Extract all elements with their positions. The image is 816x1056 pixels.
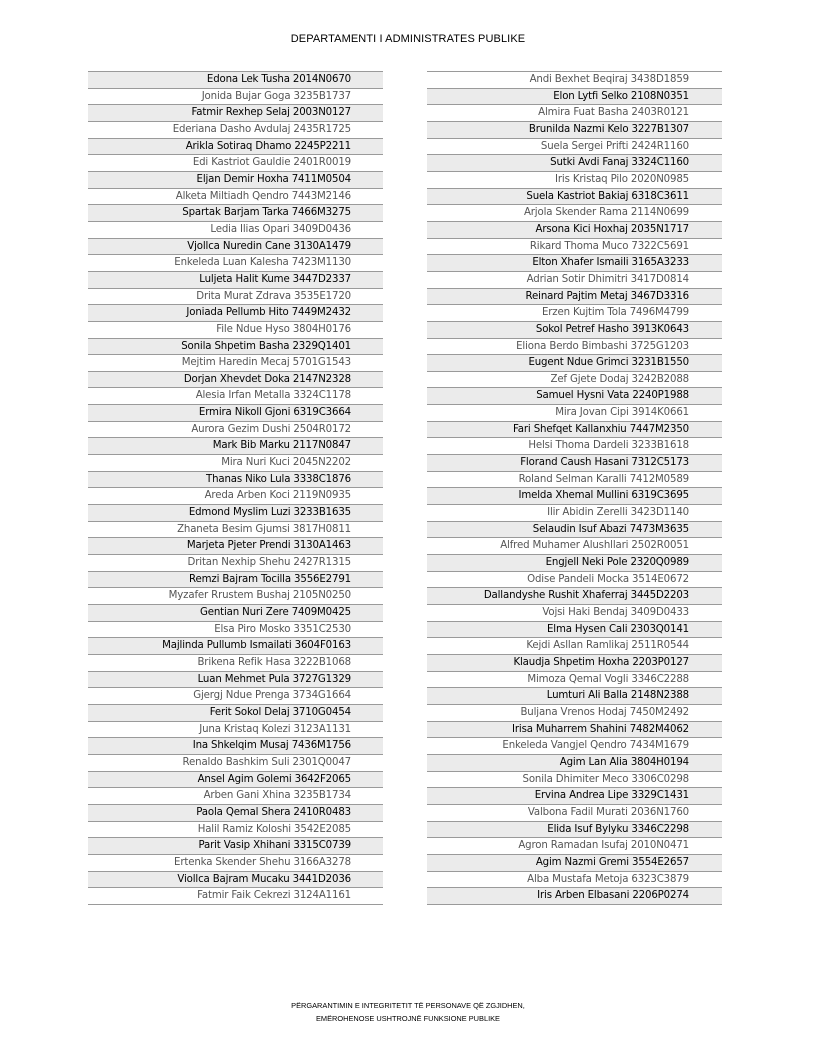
- list-item: Sonila Shpetim Basha 2329Q1401: [88, 339, 383, 356]
- list-item: Irisa Muharrem Shahini 7482M4062: [427, 722, 722, 739]
- left-name-list: [88, 71, 383, 905]
- list-item: Edmond Myslim Luzi 3233B1635: [88, 505, 383, 522]
- list-item: Eliona Berdo Bimbashi 3725G1203: [427, 339, 722, 356]
- list-item: Fatmir Rexhep Selaj 2003N0127: [88, 105, 383, 122]
- list-item: Samuel Hysni Vata 2240P1988: [427, 388, 722, 405]
- list-item: Vjollca Nuredin Cane 3130A1479: [88, 239, 383, 256]
- list-item: Ina Shkelqim Musaj 7436M1756: [88, 738, 383, 755]
- list-item: Helsi Thoma Dardeli 3233B1618: [427, 438, 722, 455]
- list-item: Areda Arben Koci 2119N0935: [88, 488, 383, 505]
- list-item: Arsona Kici Hoxhaj 2035N1717: [427, 222, 722, 239]
- list-item: Adrian Sotir Dhimitri 3417D0814: [427, 272, 722, 289]
- list-item: Sonila Dhimiter Meco 3306C0298: [427, 772, 722, 789]
- list-item: Luljeta Halit Kume 3447D2337: [88, 272, 383, 289]
- list-item: Elida Isuf Bylyku 3346C2298: [427, 822, 722, 839]
- list-item: Zef Gjete Dodaj 3242B2088: [427, 372, 722, 389]
- list-item: Ervina Andrea Lipe 3329C1431: [427, 788, 722, 805]
- list-item: Erzen Kujtim Tola 7496M4799: [427, 305, 722, 322]
- right-name-list: [427, 71, 722, 905]
- list-item: Mira Jovan Cipi 3914K0661: [427, 405, 722, 422]
- list-item: Reinard Pajtim Metaj 3467D3316: [427, 289, 722, 306]
- list-item: Drita Murat Zdrava 3535E1720: [88, 289, 383, 306]
- list-item: Brunilda Nazmi Kelo 3227B1307: [427, 122, 722, 139]
- list-item: Gentian Nuri Zere 7409M0425: [88, 605, 383, 622]
- list-item: File Ndue Hyso 3804H0176: [88, 322, 383, 339]
- page-footer: [0, 999, 816, 1025]
- list-item: Halil Ramiz Koloshi 3542E2085: [88, 822, 383, 839]
- list-item: Imelda Xhemal Mullini 6319C3695: [427, 488, 722, 505]
- list-item: Buljana Vrenos Hodaj 7450M2492: [427, 705, 722, 722]
- list-item: Myzafer Rrustem Bushaj 2105N0250: [88, 588, 383, 605]
- list-item: Ansel Agim Golemi 3642F2065: [88, 772, 383, 789]
- list-item: Renaldo Bashkim Suli 2301Q0047: [88, 755, 383, 772]
- list-item: Zhaneta Besim Gjumsi 3817H0811: [88, 522, 383, 539]
- footer-line-1: PËRGARANTIMIN E INTEGRITETIT TË PERSONAVE QË ZGJIDHEN,: [291, 1001, 525, 1010]
- list-item: Ertenka Skender Shehu 3166A3278: [88, 855, 383, 872]
- list-item: Aurora Gezim Dushi 2504R0172: [88, 422, 383, 439]
- list-item: Alfred Muhamer Alushllari 2502R0051: [427, 538, 722, 555]
- list-item: Lumturi Ali Balla 2148N2388: [427, 688, 722, 705]
- list-item: Ledia Ilias Opari 3409D0436: [88, 222, 383, 239]
- list-item: Sokol Petref Hasho 3913K0643: [427, 322, 722, 339]
- list-item: Viollca Bajram Mucaku 3441D2036: [88, 872, 383, 889]
- list-item: Agron Ramadan Isufaj 2010N0471: [427, 838, 722, 855]
- list-item: Klaudja Shpetim Hoxha 2203P0127: [427, 655, 722, 672]
- list-item: Engjell Neki Pole 2320Q0989: [427, 555, 722, 572]
- list-item: Agim Nazmi Gremi 3554E2657: [427, 855, 722, 872]
- list-item: Eugent Ndue Grimci 3231B1550: [427, 355, 722, 372]
- list-item: Kejdi Asllan Ramlikaj 2511R0544: [427, 638, 722, 655]
- list-item: Arjola Skender Rama 2114N0699: [427, 205, 722, 222]
- list-item: Fatmir Faik Cekrezi 3124A1161: [88, 888, 383, 905]
- list-item: Luan Mehmet Pula 3727G1329: [88, 672, 383, 689]
- list-item: Vojsi Haki Bendaj 3409D0433: [427, 605, 722, 622]
- list-item: Alesia Irfan Metalla 3324C1178: [88, 388, 383, 405]
- list-item: Arben Gani Xhina 3235B1734: [88, 788, 383, 805]
- list-item: Valbona Fadil Murati 2036N1760: [427, 805, 722, 822]
- list-item: Mira Nuri Kuci 2045N2202: [88, 455, 383, 472]
- list-item: Enkeleda Vangjel Qendro 7434M1679: [427, 738, 722, 755]
- list-item: Dritan Nexhip Shehu 2427R1315: [88, 555, 383, 572]
- list-item: Marjeta Pjeter Prendi 3130A1463: [88, 538, 383, 555]
- list-item: Majlinda Pullumb Ismailati 3604F0163: [88, 638, 383, 655]
- page-title: DEPARTAMENTI I ADMINISTRATES PUBLIKE: [290, 33, 526, 45]
- list-item: Parit Vasip Xhihani 3315C0739: [88, 838, 383, 855]
- list-item: Spartak Barjam Tarka 7466M3275: [88, 205, 383, 222]
- footer-line-2: EMËROHENOSE USHTROJNË FUNKSIONE PUBLIKE: [316, 1014, 500, 1023]
- list-item: Rikard Thoma Muco 7322C5691: [427, 239, 722, 256]
- list-item: Fari Shefqet Kallanxhiu 7447M2350: [427, 422, 722, 439]
- list-item: Brikena Refik Hasa 3222B1068: [88, 655, 383, 672]
- list-item: Dallandyshe Rushit Xhaferraj 3445D2203: [427, 588, 722, 605]
- list-item: Edi Kastriot Gauldie 2401R0019: [88, 155, 383, 172]
- list-item: Alketa Miltiadh Qendro 7443M2146: [88, 189, 383, 206]
- list-item: Jonida Bujar Goga 3235B1737: [88, 89, 383, 106]
- list-item: Almira Fuat Basha 2403R0121: [427, 105, 722, 122]
- list-item: Odise Pandeli Mocka 3514E0672: [427, 572, 722, 589]
- list-item: Ermira Nikoll Gjoni 6319C3664: [88, 405, 383, 422]
- list-item: Elsa Piro Mosko 3351C2530: [88, 622, 383, 639]
- list-item: Elton Xhafer Ismaili 3165A3233: [427, 255, 722, 272]
- list-item: Elma Hysen Cali 2303Q0141: [427, 622, 722, 639]
- list-item: Dorjan Xhevdet Doka 2147N2328: [88, 372, 383, 389]
- list-item: Agim Lan Alia 3804H0194: [427, 755, 722, 772]
- list-item: Alba Mustafa Metoja 6323C3879: [427, 872, 722, 889]
- list-item: Florand Caush Hasani 7312C5173: [427, 455, 722, 472]
- list-item: Ilir Abidin Zerelli 3423D1140: [427, 505, 722, 522]
- list-item: Paola Qemal Shera 2410R0483: [88, 805, 383, 822]
- list-item: Joniada Pellumb Hito 7449M2432: [88, 305, 383, 322]
- list-item: Iris Arben Elbasani 2206P0274: [427, 888, 722, 905]
- list-item: Arikla Sotiraq Dhamo 2245P2211: [88, 139, 383, 156]
- list-item: Gjergj Ndue Prenga 3734G1664: [88, 688, 383, 705]
- list-item: Selaudin Isuf Abazi 7473M3635: [427, 522, 722, 539]
- list-item: Ederiana Dasho Avdulaj 2435R1725: [88, 122, 383, 139]
- list-item: Mimoza Qemal Vogli 3346C2288: [427, 672, 722, 689]
- list-item: Edona Lek Tusha 2014N0670: [88, 72, 383, 89]
- list-item: Iris Kristaq Pilo 2020N0985: [427, 172, 722, 189]
- list-item: Mark Bib Marku 2117N0847: [88, 438, 383, 455]
- list-item: Enkeleda Luan Kalesha 7423M1130: [88, 255, 383, 272]
- list-item: Remzi Bajram Tocilla 3556E2791: [88, 572, 383, 589]
- list-item: Roland Selman Karalli 7412M0589: [427, 472, 722, 489]
- list-item: Eljan Demir Hoxha 7411M0504: [88, 172, 383, 189]
- list-item: Juna Kristaq Kolezi 3123A1131: [88, 722, 383, 739]
- list-item: Suela Kastriot Bakiaj 6318C3611: [427, 189, 722, 206]
- list-item: Mejtim Haredin Mecaj 5701G1543: [88, 355, 383, 372]
- list-item: Sutki Avdi Fanaj 3324C1160: [427, 155, 722, 172]
- list-item: Elon Lytfi Selko 2108N0351: [427, 89, 722, 106]
- list-item: Thanas Niko Lula 3338C1876: [88, 472, 383, 489]
- list-item: Ferit Sokol Delaj 3710G0454: [88, 705, 383, 722]
- list-item: Andi Bexhet Beqiraj 3438D1859: [427, 72, 722, 89]
- list-item: Suela Sergei Prifti 2424R1160: [427, 139, 722, 156]
